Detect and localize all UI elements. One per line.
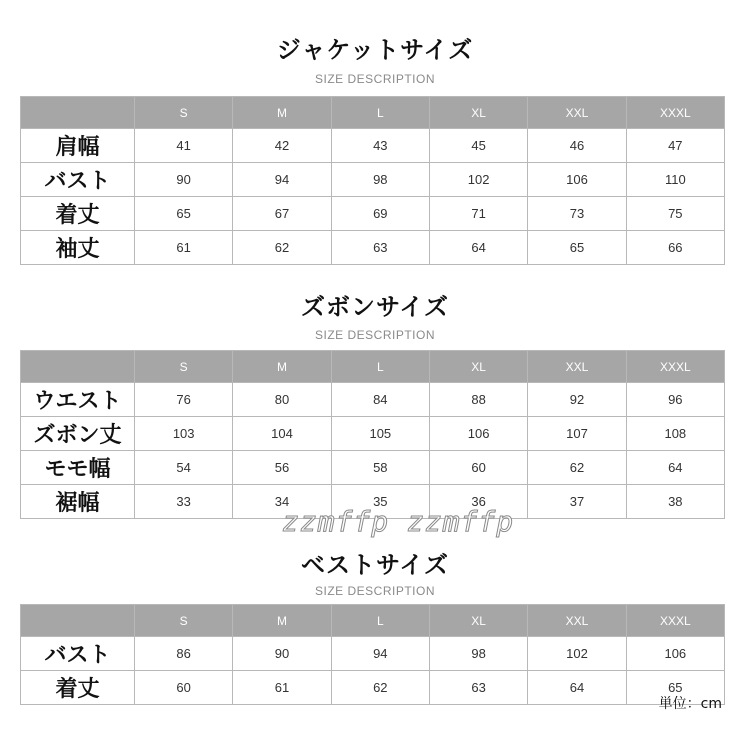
header-corner-cell bbox=[21, 97, 135, 129]
vest-size-table bbox=[20, 604, 725, 705]
size-value-cell: 63 bbox=[331, 231, 429, 265]
size-value-cell: 76 bbox=[135, 383, 233, 417]
watermark: zzmffp zzmffp bbox=[282, 505, 515, 538]
vest-size-title: ベストサイズ bbox=[300, 551, 450, 579]
size-header-xxl: XXL bbox=[528, 605, 626, 637]
row-label: バスト bbox=[21, 163, 135, 197]
size-value-cell: 98 bbox=[429, 637, 527, 671]
table-row bbox=[21, 451, 725, 485]
size-value-cell: 60 bbox=[429, 451, 527, 485]
size-value-cell: 67 bbox=[233, 197, 331, 231]
size-value-cell: 106 bbox=[528, 163, 626, 197]
size-value-cell: 94 bbox=[233, 163, 331, 197]
size-value-cell: 62 bbox=[528, 451, 626, 485]
row-label: ウエスト bbox=[21, 383, 135, 417]
row-label: モモ幅 bbox=[21, 451, 135, 485]
size-value-cell: 54 bbox=[135, 451, 233, 485]
row-label: 袖丈 bbox=[21, 231, 135, 265]
jacket-size-subtitle: SIZE DESCRIPTION bbox=[314, 72, 435, 86]
size-value-cell: 62 bbox=[233, 231, 331, 265]
header-row bbox=[21, 97, 725, 129]
size-value-cell: 92 bbox=[528, 383, 626, 417]
size-value-cell: 108 bbox=[626, 417, 724, 451]
size-value-cell: 107 bbox=[528, 417, 626, 451]
size-header-l: L bbox=[331, 351, 429, 383]
size-value-cell: 90 bbox=[135, 163, 233, 197]
size-value-cell: 73 bbox=[528, 197, 626, 231]
size-value-cell: 94 bbox=[331, 637, 429, 671]
size-value-cell: 80 bbox=[233, 383, 331, 417]
size-value-cell: 88 bbox=[429, 383, 527, 417]
size-value-cell: 36 bbox=[429, 485, 527, 519]
row-label: 着丈 bbox=[21, 671, 135, 705]
size-value-cell: 96 bbox=[626, 383, 724, 417]
size-value-cell: 65 bbox=[135, 197, 233, 231]
size-value-cell: 43 bbox=[331, 129, 429, 163]
size-header-s: S bbox=[135, 605, 233, 637]
size-header-m: M bbox=[233, 97, 331, 129]
row-label: 裾幅 bbox=[21, 485, 135, 519]
size-value-cell: 90 bbox=[233, 637, 331, 671]
size-header-xxxl: XXXL bbox=[626, 605, 724, 637]
size-value-cell: 98 bbox=[331, 163, 429, 197]
size-header-xxl: XXL bbox=[528, 351, 626, 383]
header-corner-cell bbox=[21, 351, 135, 383]
jacket-size-title: ジャケットサイズ bbox=[276, 36, 474, 64]
size-value-cell: 41 bbox=[135, 129, 233, 163]
pants-size-subtitle: SIZE DESCRIPTION bbox=[314, 328, 435, 342]
size-value-cell: 69 bbox=[331, 197, 429, 231]
size-value-cell: 46 bbox=[528, 129, 626, 163]
row-label: バスト bbox=[21, 637, 135, 671]
size-value-cell: 105 bbox=[331, 417, 429, 451]
size-header-m: M bbox=[233, 605, 331, 637]
table-row bbox=[21, 417, 725, 451]
size-value-cell: 64 bbox=[626, 451, 724, 485]
size-value-cell: 110 bbox=[626, 163, 724, 197]
size-value-cell: 64 bbox=[528, 671, 626, 705]
size-header-l: L bbox=[331, 605, 429, 637]
size-value-cell: 33 bbox=[135, 485, 233, 519]
size-value-cell: 60 bbox=[135, 671, 233, 705]
size-value-cell: 34 bbox=[233, 485, 331, 519]
size-value-cell: 71 bbox=[429, 197, 527, 231]
size-value-cell: 103 bbox=[135, 417, 233, 451]
size-value-cell: 45 bbox=[429, 129, 527, 163]
table-row bbox=[21, 671, 725, 705]
size-header-xl: XL bbox=[429, 351, 527, 383]
header-corner-cell bbox=[21, 605, 135, 637]
size-value-cell: 38 bbox=[626, 485, 724, 519]
size-value-cell: 61 bbox=[233, 671, 331, 705]
table-row bbox=[21, 637, 725, 671]
table-row bbox=[21, 129, 725, 163]
size-value-cell: 102 bbox=[528, 637, 626, 671]
table-row bbox=[21, 231, 725, 265]
size-header-xxxl: XXXL bbox=[626, 97, 724, 129]
size-value-cell: 61 bbox=[135, 231, 233, 265]
size-value-cell: 63 bbox=[429, 671, 527, 705]
table-row bbox=[21, 163, 725, 197]
size-value-cell: 86 bbox=[135, 637, 233, 671]
size-header-xl: XL bbox=[429, 97, 527, 129]
size-value-cell: 47 bbox=[626, 129, 724, 163]
size-value-cell: 56 bbox=[233, 451, 331, 485]
pants-size-title: ズボンサイズ bbox=[300, 293, 450, 321]
vest-size-subtitle: SIZE DESCRIPTION bbox=[314, 584, 435, 598]
header-row bbox=[21, 605, 725, 637]
size-value-cell: 65 bbox=[528, 231, 626, 265]
size-value-cell: 58 bbox=[331, 451, 429, 485]
pants-size-table bbox=[20, 350, 725, 519]
size-value-cell: 84 bbox=[331, 383, 429, 417]
size-value-cell: 65 bbox=[626, 671, 724, 705]
size-value-cell: 102 bbox=[429, 163, 527, 197]
header-row bbox=[21, 351, 725, 383]
size-value-cell: 62 bbox=[331, 671, 429, 705]
row-label: ズボン丈 bbox=[21, 417, 135, 451]
row-label: 着丈 bbox=[21, 197, 135, 231]
size-value-cell: 106 bbox=[429, 417, 527, 451]
size-header-s: S bbox=[135, 97, 233, 129]
size-header-m: M bbox=[233, 351, 331, 383]
size-value-cell: 104 bbox=[233, 417, 331, 451]
size-value-cell: 66 bbox=[626, 231, 724, 265]
size-value-cell: 64 bbox=[429, 231, 527, 265]
size-header-xl: XL bbox=[429, 605, 527, 637]
size-header-xxxl: XXXL bbox=[626, 351, 724, 383]
table-row bbox=[21, 197, 725, 231]
table-row bbox=[21, 485, 725, 519]
size-header-s: S bbox=[135, 351, 233, 383]
size-value-cell: 35 bbox=[331, 485, 429, 519]
size-value-cell: 37 bbox=[528, 485, 626, 519]
size-value-cell: 106 bbox=[626, 637, 724, 671]
jacket-size-table bbox=[20, 96, 725, 265]
size-value-cell: 42 bbox=[233, 129, 331, 163]
size-header-xxl: XXL bbox=[528, 97, 626, 129]
table-row bbox=[21, 383, 725, 417]
size-header-l: L bbox=[331, 97, 429, 129]
size-value-cell: 75 bbox=[626, 197, 724, 231]
unit-label: 単位：cm bbox=[658, 696, 722, 712]
row-label: 肩幅 bbox=[21, 129, 135, 163]
